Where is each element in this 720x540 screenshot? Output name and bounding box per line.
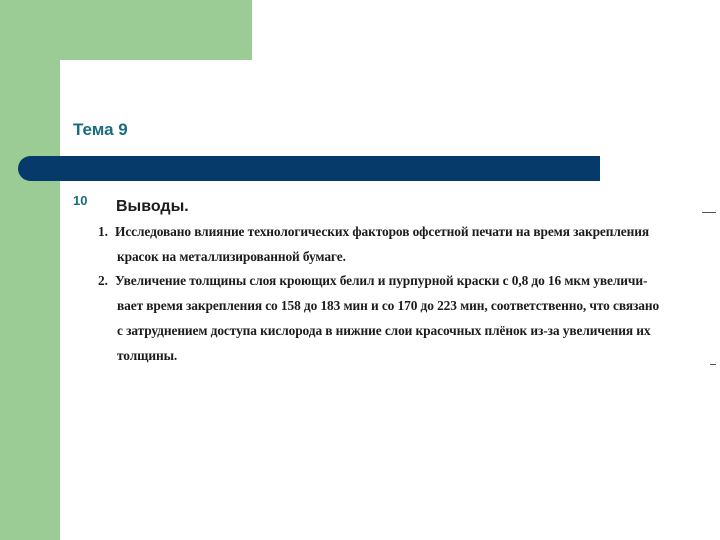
item-number: 2. [98, 273, 108, 288]
item-number: 1. [98, 224, 108, 239]
decor-green-top-block [60, 0, 252, 60]
item-line: с затруднением доступа кислорода в нижние слои красочных плёнок из-за увеличения их [117, 323, 651, 338]
decor-green-sidebar [0, 0, 60, 540]
conclusion-item-1 [98, 219, 710, 269]
slide-number: 10 [73, 193, 88, 208]
scan-edge-mark [710, 364, 716, 365]
slide-title: Тема 9 [73, 120, 128, 139]
scan-edge-mark [702, 212, 716, 213]
scanned-text-image [98, 192, 716, 372]
item-line: Исследовано влияние технологических факторов офсетной печати на время закрепления [115, 224, 650, 239]
title-underline-bar [18, 156, 600, 181]
item-line: вает время закрепления со 158 до 183 мин и со 170 до 223 мин, соответственно, что связано [117, 298, 660, 313]
item-line: красок на металлизированной бумаге. [117, 249, 346, 264]
item-line: толщины. [117, 348, 178, 363]
decor-rounded-corner [60, 60, 90, 90]
item-line: Увеличение толщины слоя кроющих белил и пурпурной краски с 0,8 до 16 мкм увеличи- [115, 273, 648, 288]
conclusions-heading: Выводы. [116, 198, 189, 215]
conclusion-item-2 [98, 268, 710, 368]
